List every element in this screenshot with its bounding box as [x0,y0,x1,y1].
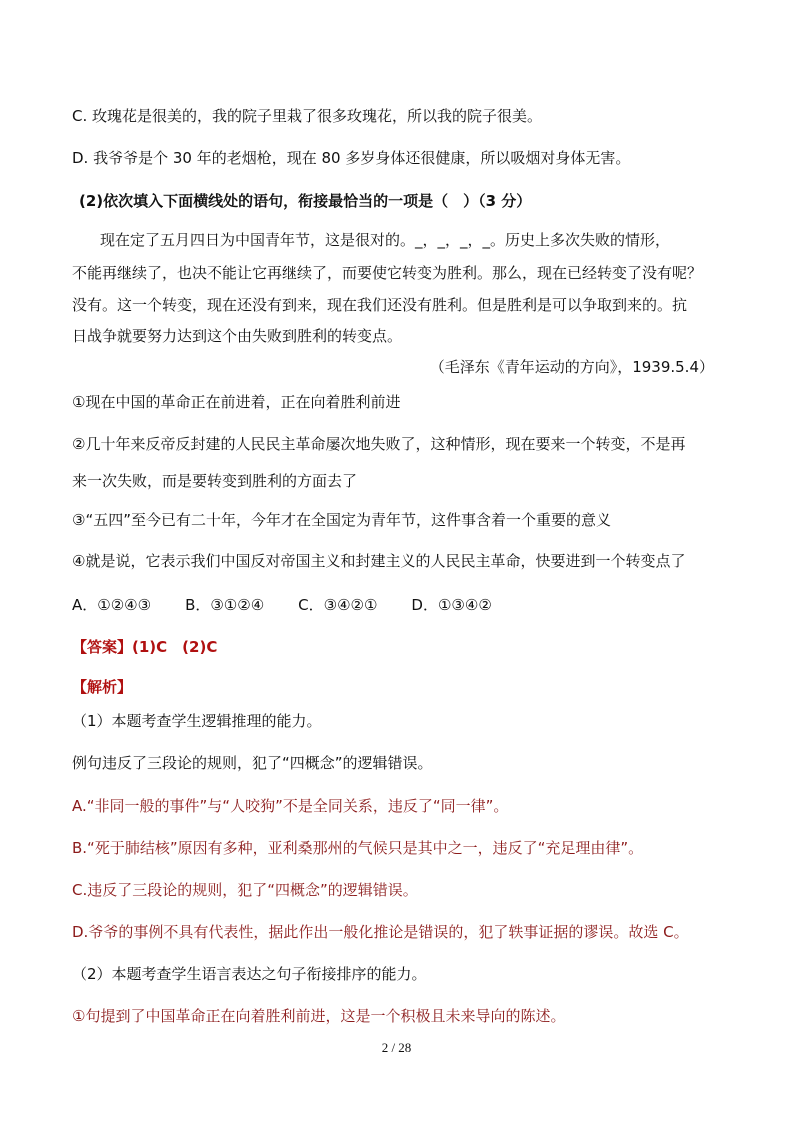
answer-line [72,636,723,658]
statement: ①现在中国的革命正在前进着，正在向着胜利前进 [72,393,401,411]
choice-c: C．③④②① [298,596,378,614]
answer-text: (1)C (2)C [132,638,218,656]
passage-line: 现在定了五月四日为中国青年节，这是很对的。_，_，_，_。历史上多次失败的情形， [100,231,671,249]
choice-row [72,594,723,616]
analysis-label: 【解析】 [72,678,133,696]
passage-line: 日战争就要努力达到这个由失败到胜利的转变点。 [72,327,403,345]
analysis-part1-b: B.“死于肺结核”原因有多种，亚利桑那州的气候只是其中之一，违反了“充足理由律”。 [72,839,644,857]
analysis-part1-c: C.违反了三段论的规则，犯了“四概念”的逻辑错误。 [72,881,418,899]
statement: ②几十年来反帝反封建的人民民主革命屡次地失败了，这种情形，现在要来一个转变，不是再 [72,435,686,453]
question-2-stem: (2)依次填入下面横线处的语句，衔接最恰当的一项是（ ）（3 分） [79,192,532,210]
statement: ③“五四”至今已有二十年，今年才在全国定为青年节，这件事含着一个重要的意义 [72,511,611,529]
passage-line: 没有。这一个转变，现在还没有到来，现在我们还没有胜利。但是胜利是可以争取到来的。抗 [72,296,688,314]
analysis-part1-lead: 例句违反了三段论的规则，犯了“四概念”的逻辑错误。 [72,754,433,772]
statement: 来一次失败，而是要转变到胜利的方面去了 [72,472,358,490]
choice-d: D．①③④② [411,596,492,614]
answer-label: 【答案】 [72,638,133,656]
analysis-part1-d: D.爷爷的事例不具有代表性，据此作出一般化推论是错误的，犯了轶事证据的谬误。故选 C。 [72,923,689,941]
page-number: 2 / 28 [381,1040,412,1055]
analysis-part1-title: （1）本题考查学生逻辑推理的能力。 [72,712,322,730]
analysis-part2-title: （2）本题考查学生语言表达之句子衔接排序的能力。 [72,965,427,983]
passage-line: 不能再继续了，也决不能让它再继续了，而要使它转变为胜利。那么，现在已经转变了没有呢？ [72,264,703,282]
analysis-part1-a: A.“非同一般的事件”与“人咬狗”不是全同关系，违反了“同一律”。 [72,797,509,815]
choice-b: B．③①②④ [185,596,265,614]
option-c: C. 玫瑰花是很美的，我的院子里栽了很多玫瑰花，所以我的院子很美。 [72,107,543,125]
choice-a: A．①②④③ [72,596,152,614]
analysis-part2-statement-1: ①句提到了中国革命正在向着胜利前进，这是一个积极且未来导向的陈述。 [72,1007,566,1025]
passage-source: （毛泽东《青年运动的方向》，1939.5.4） [429,358,714,376]
statement: ④就是说，它表示我们中国反对帝国主义和封建主义的人民民主革命，快要进到一个转变点了 [72,552,686,570]
option-d: D. 我爷爷是个 30 年的老烟枪，现在 80 多岁身体还很健康，所以吸烟对身体无害。 [72,149,631,167]
